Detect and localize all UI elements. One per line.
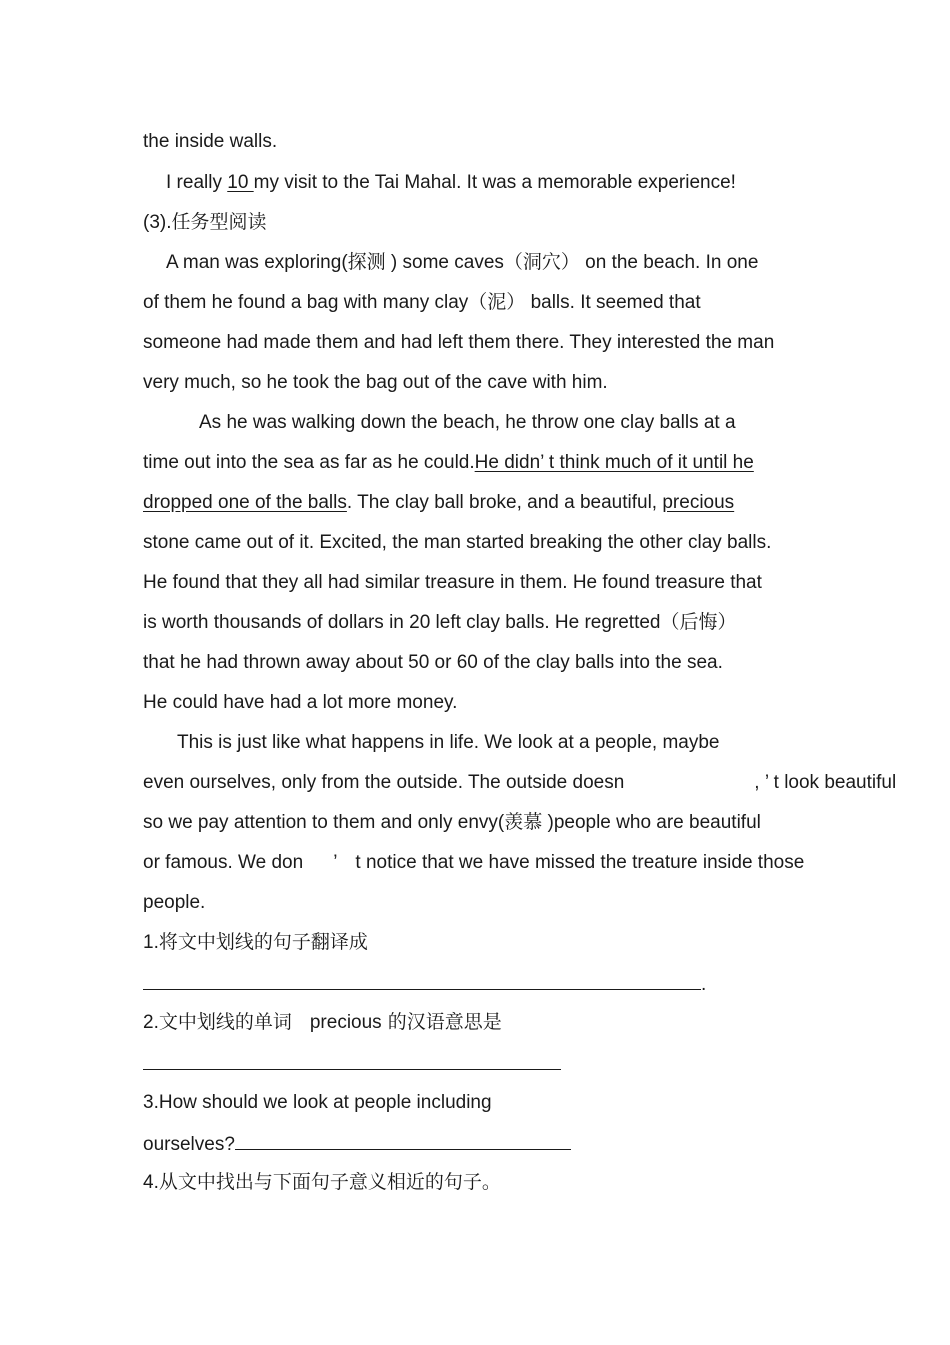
article-line <box>143 491 734 515</box>
question-3-line-2 <box>143 1131 571 1155</box>
article-text: or famous. We don <box>143 852 304 873</box>
article-text: ’ <box>333 852 338 873</box>
answer-blank[interactable] <box>143 1051 561 1070</box>
article-text: of them he found a bag with many clay（泥） balls. It seemed that <box>143 292 701 313</box>
answer-line-2 <box>143 1051 561 1075</box>
answer-line-1 <box>143 971 706 995</box>
question-text: 的汉语意思是 <box>387 1012 502 1033</box>
article-text: people. <box>143 892 206 913</box>
underlined-sentence: dropped one of the balls <box>143 492 347 513</box>
article-text: so we pay attention to them and only envy(羡慕 )people who are beautiful <box>143 812 761 833</box>
article-line <box>143 571 762 595</box>
article-line <box>143 811 761 835</box>
article-text: stone came out of it. Excited, the man started breaking the other clay balls. <box>143 532 772 553</box>
passage-line <box>166 171 736 195</box>
question-text: 2.文中划线的单词 <box>143 1012 292 1033</box>
article-text: very much, so he took the bag out of the cave with him. <box>143 372 608 393</box>
question-text: 4.从文中找出与下面句子意义相近的句子。 <box>143 1172 501 1193</box>
question-text: . <box>701 974 707 995</box>
answer-blank[interactable] <box>235 1131 571 1150</box>
article-text: A man was exploring(探测 ) some caves（洞穴） on the beach. In one <box>166 252 759 273</box>
article-text: He found that they all had similar treasure in them. He found treasure that <box>143 572 762 593</box>
section-heading-text: (3).任务型阅读 <box>143 212 267 233</box>
answer-blank[interactable] <box>143 971 701 990</box>
article-text: someone had made them and had left them there. They interested the man <box>143 332 775 353</box>
article-line <box>143 331 774 355</box>
question-1 <box>143 931 368 955</box>
question-text: 1.将文中划线的句子翻译成 <box>143 932 368 953</box>
article-line <box>143 691 457 715</box>
article-line <box>143 291 701 315</box>
article-line <box>177 731 720 755</box>
article-line <box>143 891 205 915</box>
passage-line <box>143 130 277 154</box>
article-line <box>143 531 771 555</box>
article-line <box>143 611 737 635</box>
article-text: As he was walking down the beach, he throw one clay balls at a <box>199 412 736 433</box>
underlined-sentence: He didn’ t think much of it until he <box>474 452 754 473</box>
article-line <box>143 771 896 795</box>
answer-blank-10: 10 <box>227 172 254 193</box>
article-text: , ’ t look beautiful <box>754 772 897 793</box>
article-line <box>143 651 723 675</box>
article-text: t notice that we have missed the treature inside those <box>355 852 805 873</box>
article-text: is worth thousands of dollars in 20 left clay balls. He regretted（后悔） <box>143 612 737 633</box>
article-line <box>166 251 758 275</box>
underlined-word: precious <box>662 492 735 513</box>
question-text: 3.How should we look at people including <box>143 1092 492 1113</box>
article-text: This is just like what happens in life. We look at a people, maybe <box>177 732 720 753</box>
passage-text: the inside walls. <box>143 131 278 152</box>
article-line <box>143 851 804 875</box>
article-line <box>143 371 608 395</box>
article-text: that he had thrown away about 50 or 60 of the clay balls into the sea. <box>143 652 723 673</box>
question-2 <box>143 1011 502 1035</box>
passage-text: I really <box>166 172 228 193</box>
article-line <box>143 451 754 475</box>
passage-text: my visit to the Tai Mahal. It was a memorable experience! <box>253 172 736 193</box>
section-heading <box>143 211 267 235</box>
question-3 <box>143 1091 492 1115</box>
article-text: . The clay ball broke, and a beautiful, <box>346 492 663 513</box>
question-4 <box>143 1171 501 1195</box>
article-text: He could have had a lot more money. <box>143 692 458 713</box>
article-text: time out into the sea as far as he could. <box>143 452 475 473</box>
article-text: even ourselves, only from the outside. The outside doesn <box>143 772 625 793</box>
question-word: precious <box>309 1012 382 1033</box>
article-line <box>199 411 736 435</box>
question-text: ourselves? <box>143 1134 235 1155</box>
